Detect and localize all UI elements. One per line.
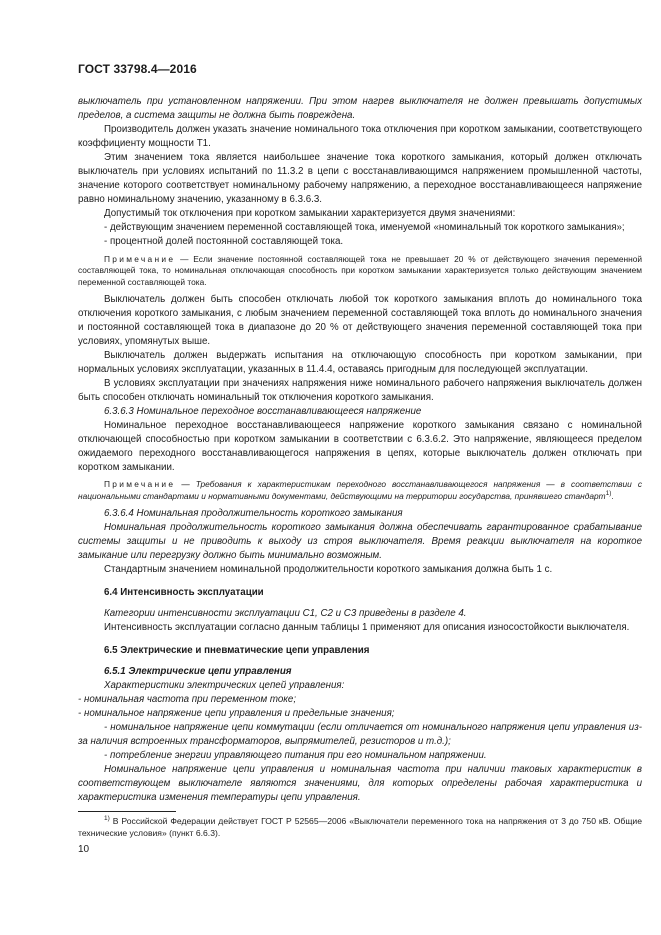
- page-number: 10: [78, 844, 90, 855]
- footnote-ref: 1): [605, 490, 612, 498]
- paragraph: Выключатель должен быть способен отключать любой ток короткого замыкания вплоть до номинального тока отключения короткого замыкания, с любым значением переменной составляющей тока вплоть до номинального значения и постоянной составляющей тока в диапазоне до 20 % от действующего значения переменной составляющей тока при условиях, упомянутых выше.: [78, 293, 642, 347]
- paragraph: Интенсивность эксплуатации согласно данным таблицы 1 применяют для описания износостойкости выключателя.: [104, 621, 630, 633]
- paragraph: Допустимый ток отключения при коротком замыкании характеризуется двумя значениями:: [104, 208, 516, 220]
- paragraph: В условиях эксплуатации при значениях напряжения ниже номинального рабочего напряжения выключатель должен быть способен отключать номинальный ток отключения короткого замыкания.: [78, 377, 642, 403]
- footnote-text: В Российской Федерации действует ГОСТ Р 52565—2006 «Выключатели переменного тока на напряжения от 3 до 750 кВ. Общие технические условия» (пункт 6.6.3).: [78, 816, 642, 839]
- footnote: [78, 815, 642, 840]
- paragraph: Характеристики электрических цепей управления:: [104, 680, 345, 692]
- paragraph: выключатель при установленном напряжении. При этом нагрев выключателя не должен превышать допустимых пределов, а система защиты не должна быть повреждена.: [78, 96, 642, 122]
- list-item: - действующим значением переменной составляющей тока, именуемой «номинальный ток короткого замыкания»;: [104, 222, 625, 234]
- list-item: - номинальное напряжение цепи коммутации (если отличается от номинального напряжения цепи управления из-за наличия встроенных трансформаторов, выпрямителей, резисторов и т.д.);: [78, 722, 642, 748]
- paragraph: Номинальное переходное восстанавливающееся напряжение короткого замыкания связано с номинальной отключающей способностью при коротком замыкании в соответствии с 6.3.6.2. Это напряжение, являющееся пределом ожидаемого переходного восстанавливающегося напряжения в цепях, которые выключатель должен отключать при коротком замыкании.: [78, 420, 642, 474]
- paragraph: Производитель должен указать значение номинального тока отключения при коротком замыкании, соответствующего коэффициенту мощности Т1.: [78, 124, 642, 150]
- note-text: — Если значение постоянной составляющей тока не превышает 20 % от действующего значения переменной составляющей тока, то номинальная отключающая способность при коротком замыкании характеризуется только действующим значением переменной составляющей тока.: [78, 253, 642, 287]
- standard-header: ГОСТ 33798.4—2016: [78, 62, 197, 76]
- list-item: - номинальная частота при переменном токе;: [78, 694, 297, 706]
- paragraph: Номинальная продолжительность короткого замыкания должна обеспечивать гарантированное срабатывание системы защиты и не приводить к выходу из строя выключателя. Время реакции выключателя на короткое замыкание или перегрузку должно быть минимально возможным.: [78, 521, 642, 561]
- paragraph: Стандартным значением номинальной продолжительности короткого замыкания должна быть 1 с.: [104, 563, 553, 575]
- section-heading: 6.5 Электрические и пневматические цепи управления: [104, 645, 370, 657]
- page-body: [78, 95, 642, 806]
- note-text: — Требования к характеристикам переходного восстанавливающегося напряжения — в соответствии с национальными стандартами и нормативными документами, действующими на территории государства, принявшего стандарт: [78, 479, 642, 501]
- note: [78, 254, 642, 289]
- list-item: - номинальное напряжение цепи управления и предельные значения;: [78, 708, 395, 720]
- paragraph: Категории интенсивности эксплуатации С1, С2 и С3 приведены в разделе 4.: [104, 607, 467, 619]
- paragraph: Этим значением тока является наибольшее значение тока короткого замыкания, который должен отключать выключатель при условиях испытаний по 11.3.2 в цепи с восстанавливающимся напряжением промышленной частоты, значение которого соответствует номинальному рабочему напряжению, а переходное восстанавливающееся напряжение равно номинальному значению, указанному в 6.3.6.3.: [78, 152, 642, 206]
- subsection-heading: 6.5.1 Электрические цепи управления: [104, 666, 292, 678]
- paragraph: Выключатель должен выдержать испытания на отключающую способность при коротком замыкании, при нормальных условиях эксплуатации, указанных в 11.4.4, оставаясь пригодным для последующей эксплуатации.: [78, 349, 642, 375]
- footnote-divider: [78, 811, 176, 812]
- list-item: - потребление энергии управляющего питания при его номинальном напряжении.: [104, 750, 487, 762]
- footnote-marker: 1): [104, 815, 110, 823]
- section-heading: 6.4 Интенсивность эксплуатации: [104, 586, 264, 598]
- subsection-heading: 6.3.6.4 Номинальная продолжительность короткого замыкания: [104, 507, 403, 519]
- list-item: - процентной долей постоянной составляющей тока.: [104, 236, 344, 248]
- note-end: .: [611, 490, 614, 501]
- subsection-heading: 6.3.6.3 Номинальное переходное восстанавливающееся напряжение: [104, 406, 422, 417]
- note-label: Примечание: [104, 253, 176, 264]
- paragraph: Номинальное напряжение цепи управления и номинальная частота при наличии таковых характеристик в соответствующем выключателе являются значениями, для которых определены рабочая характеристика и характеристика изменения температуры цепи управления.: [78, 764, 642, 804]
- note: [78, 479, 642, 502]
- note-label: Примечание: [104, 479, 176, 490]
